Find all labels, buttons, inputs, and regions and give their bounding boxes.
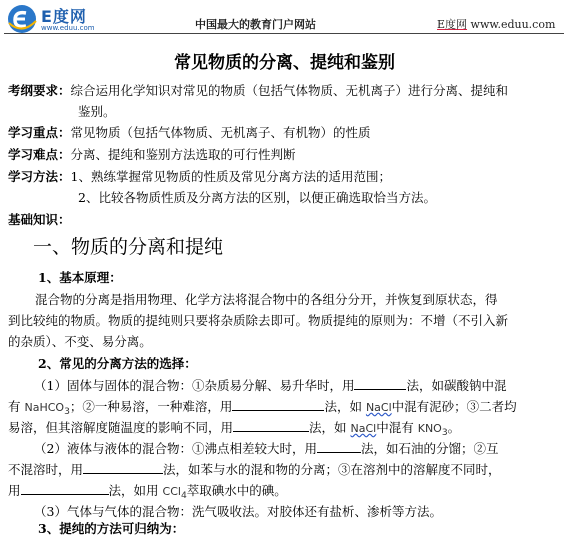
common-methods-heading: 2、常见的分离方法的选择：: [38, 356, 197, 371]
logo-name: E度网: [41, 7, 87, 26]
blank-field[interactable]: [83, 461, 163, 474]
learning-focus: [8, 122, 562, 143]
solid-mixture-line1: [34, 375, 564, 396]
focus-text: 常见物质（包括气体物质、无机离子、有机物）的性质: [70, 125, 371, 140]
solid-text-f: 中混有泥砂；③二者均: [391, 399, 517, 414]
formula-nahco3: [24, 401, 70, 418]
solid-text-a: （1）固体与固体的混合物：①杂质易分解、易升华时，用: [34, 378, 355, 393]
liquid-text-e: 用: [8, 483, 21, 498]
difficulty-label: 学习难点：: [8, 147, 71, 162]
learning-method: [8, 166, 562, 187]
section-title: 一、物质的分离和提纯: [33, 236, 224, 258]
liquid-mixture-line1: [34, 438, 564, 459]
basics-label: [8, 209, 562, 230]
logo-url: www.eduu.com: [41, 24, 95, 32]
formula-ccl4-sub: 4: [180, 490, 187, 502]
principle-line3: 的杂质）、不变、易分离。: [8, 334, 152, 349]
solid-text-c: 有: [8, 399, 21, 414]
formula-kno3-sub: 3: [441, 427, 448, 439]
document-title: 常见物质的分离、提纯和鉴别: [174, 53, 395, 73]
header-divider: [4, 33, 564, 34]
solid-text-b: 法，如碳酸钠中混: [406, 378, 507, 393]
next-heading: 3、提纯的方法可归纳为：: [38, 521, 185, 536]
formula-nahco3-sub: 3: [64, 406, 70, 418]
solid-text-h: 法，如: [309, 420, 347, 435]
liquid-text-b: 法，如石油的分馏；②互: [360, 441, 499, 456]
liquid-text-c: 不混溶时，用: [8, 462, 84, 477]
site-slogan: 中国最大的教育门户网站: [195, 18, 316, 31]
solid-text-j: 。: [447, 420, 461, 435]
method-item2: 2、比较各物质性质及分离方法的区别，以便正确选取恰当方法。: [78, 190, 436, 205]
liquid-text-a: （2）液体与液体的混合物：①沸点相差较大时，用: [34, 441, 317, 456]
blank-field[interactable]: [354, 377, 406, 390]
principle-paragraph: [8, 289, 560, 310]
blank-field[interactable]: [21, 482, 109, 495]
site-url-text: www.eduu.com: [467, 18, 556, 31]
blank-field[interactable]: [233, 419, 309, 432]
solid-text-g: 易溶，但其溶解度随温度的影响不同，用: [8, 420, 234, 435]
principle-line2: 到比较纯的物质。物质的提纯则只要将杂质除去即可。物质提纯的原则为：不增（不引入新: [8, 313, 509, 328]
method-item1: 1、熟练掌握常见物质的性质及常见分离方法的适用范围；: [70, 169, 391, 184]
formula-nacl: NaCl: [365, 401, 392, 414]
requirements-label: 考纲要求：: [8, 83, 71, 98]
e-logo-icon: [6, 3, 38, 35]
formula-kno3: [417, 422, 448, 439]
formula-nahco3-text: NaHCO: [24, 401, 65, 414]
liquid-text-g: 萃取碘水中的碘。: [186, 483, 287, 498]
liquid-text-d: 法，如苯与水的混和物的分离；③在溶剂中的溶解度不同时，: [163, 462, 501, 477]
liquid-text-f: 法，如用: [108, 483, 159, 498]
requirements-line1: 综合运用化学知识对常见的物质（包括气体物质、无机离子）进行分离、提纯和: [70, 83, 509, 98]
principle-heading: 1、基本原理：: [38, 270, 122, 285]
formula-nacl: NaCl: [350, 422, 377, 435]
requirements-line2: 鉴别。: [78, 104, 116, 119]
site-url-prefix: E度网: [437, 18, 468, 31]
learning-difficulty: [8, 144, 562, 165]
liquid-mixture-line2: [8, 459, 560, 480]
solid-text-d: ；②一种易溶，一种难溶，用: [69, 399, 233, 414]
blank-field[interactable]: [317, 440, 361, 453]
basics-label-text: 基础知识：: [8, 212, 71, 227]
site-url[interactable]: [437, 16, 555, 32]
formula-kno3-text: KNO: [417, 422, 442, 435]
formula-ccl4-text: CCl: [162, 485, 181, 498]
site-logo[interactable]: [6, 3, 98, 35]
focus-label: 学习重点：: [8, 125, 71, 140]
solid-text-i: 中混有: [376, 420, 414, 435]
solid-text-e: 法，如: [324, 399, 362, 414]
blank-field[interactable]: [232, 398, 324, 411]
difficulty-text: 分离、提纯和鉴别方法选取的可行性判断: [70, 147, 296, 162]
gas-mixture-line: （3）气体与气体的混合物：洗气吸收法。对胶体还有盐析、渗析等方法。: [34, 504, 442, 519]
principle-line1: 混合物的分离是指用物理、化学方法将混合物中的各组分分开，并恢复到原状态，得: [35, 292, 498, 307]
page-header: [0, 0, 569, 40]
formula-ccl4: [162, 485, 187, 502]
requirements: [8, 80, 562, 101]
method-label: 学习方法：: [8, 169, 71, 184]
